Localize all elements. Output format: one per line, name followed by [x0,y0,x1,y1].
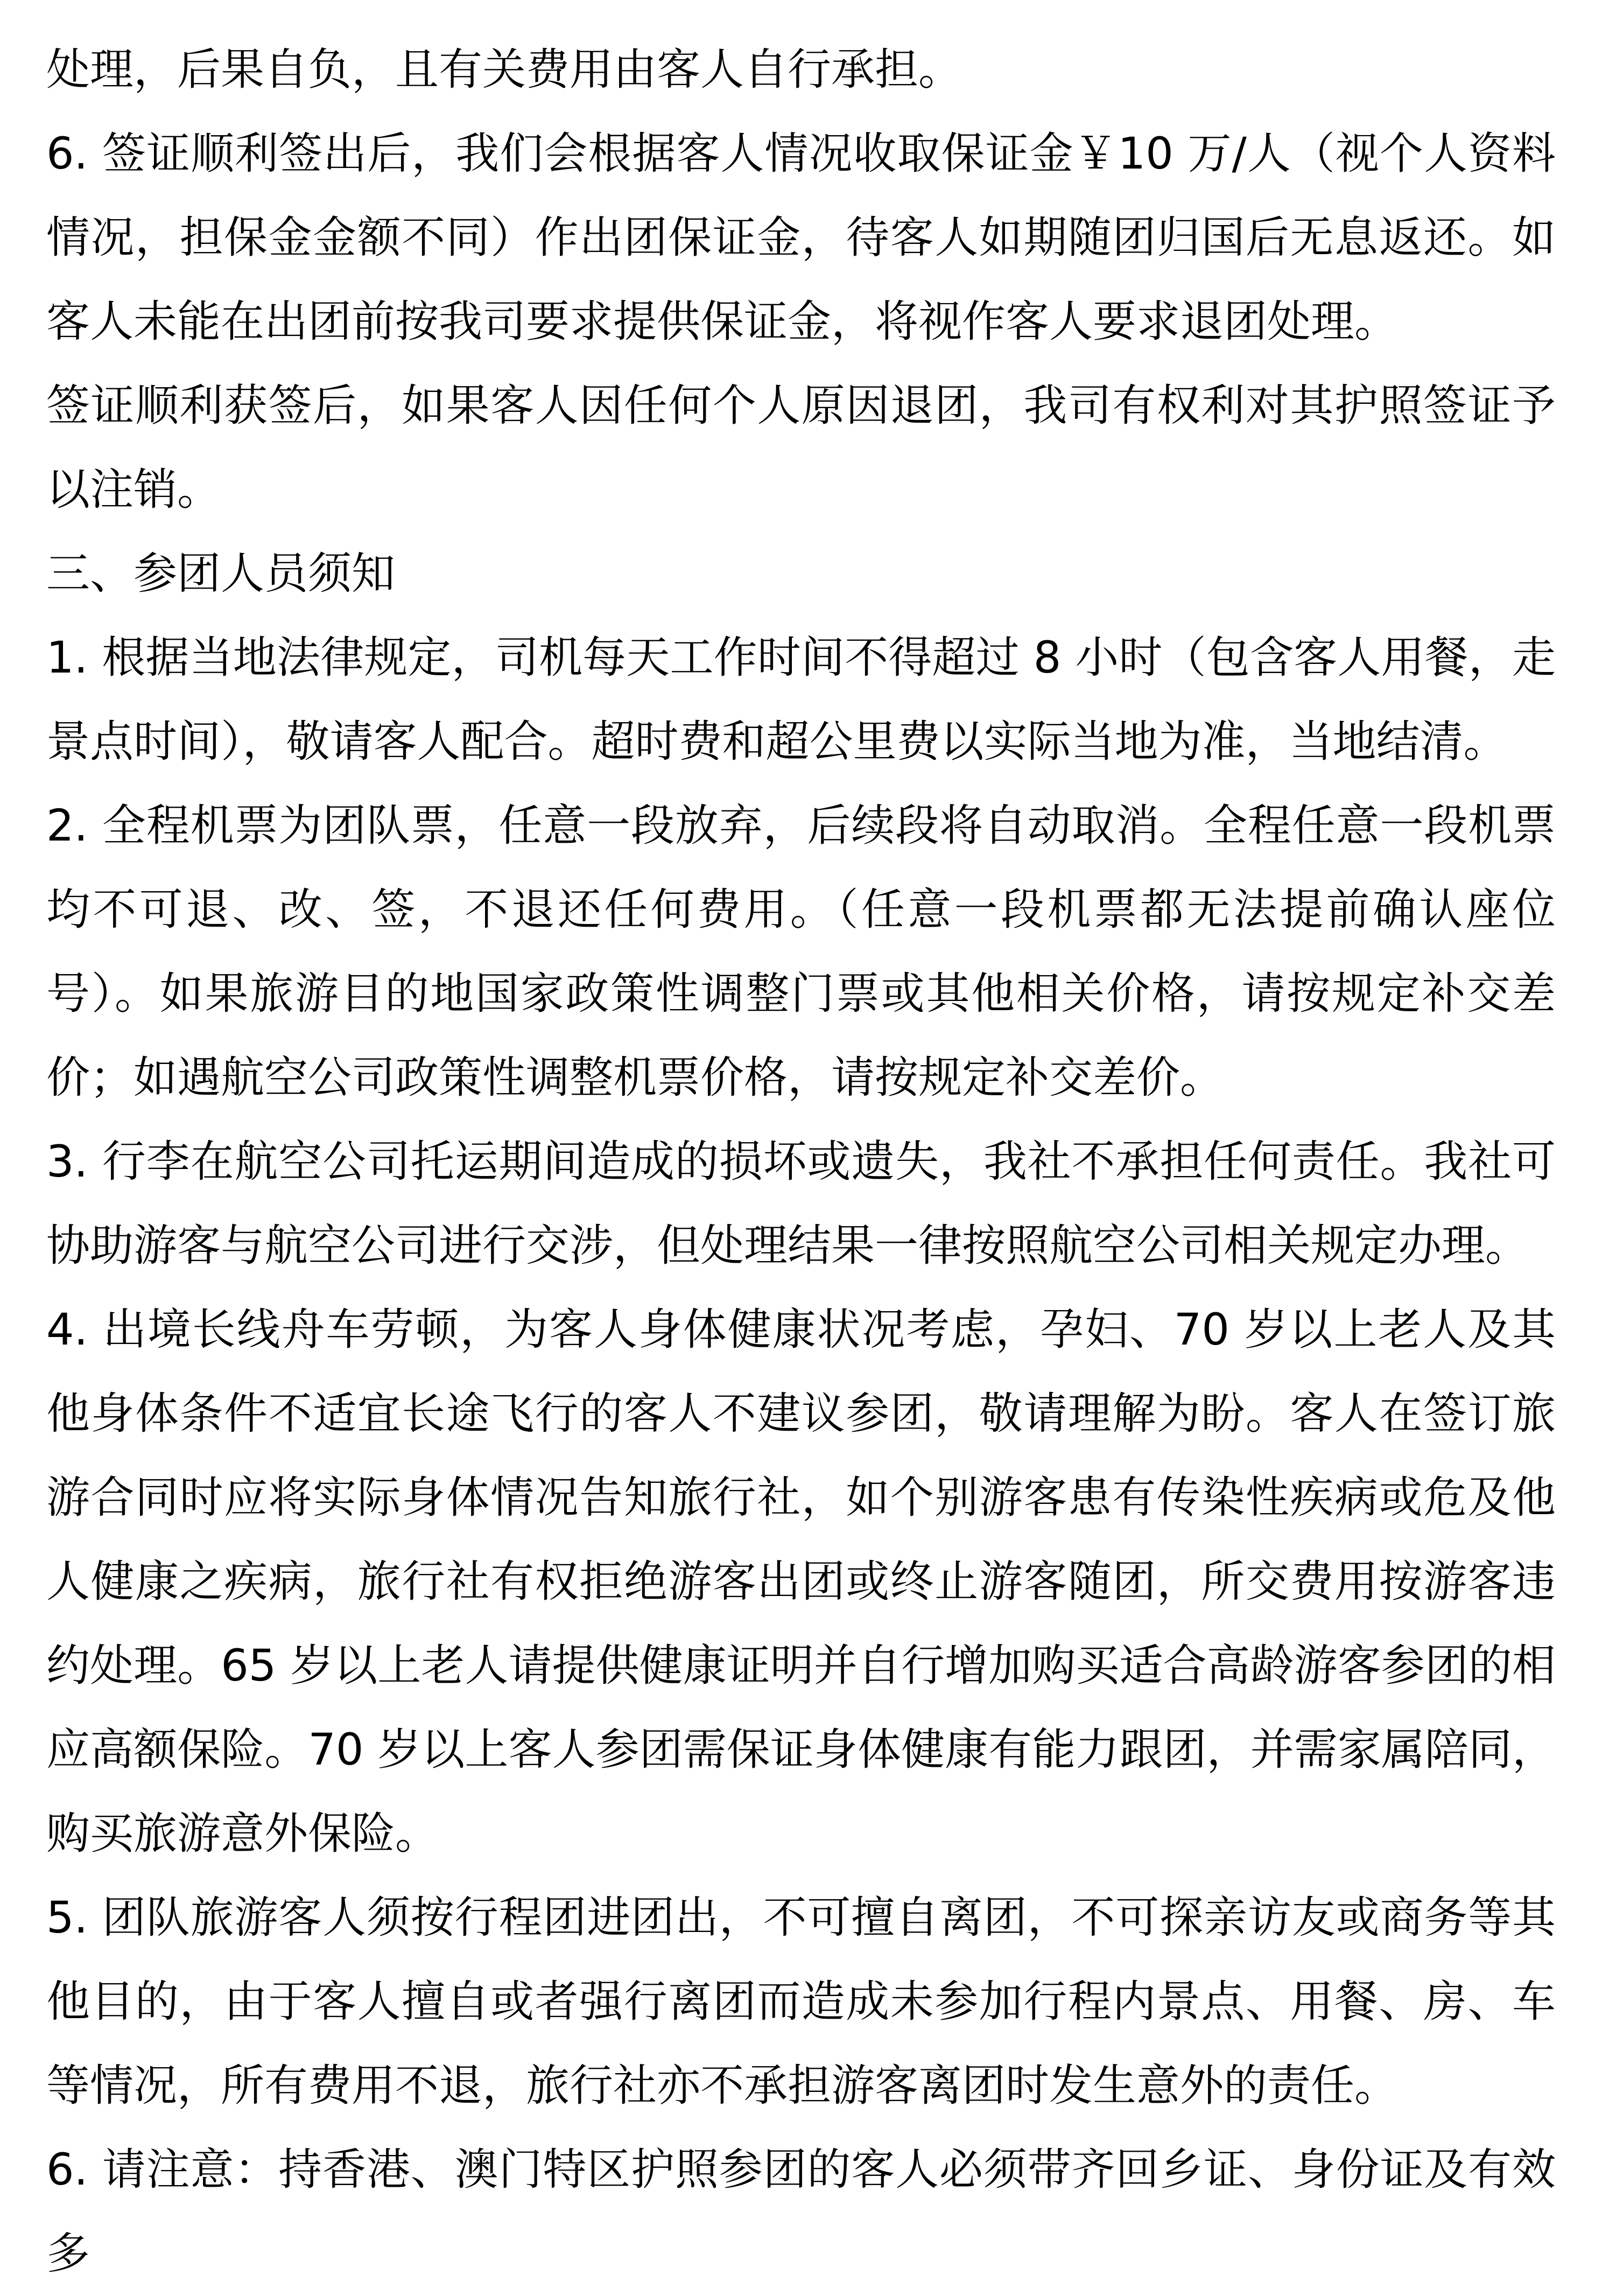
paragraph-group-travel: 5. 团队旅游客人须按行程团进团出，不可擅自离团，不可探亲访友或商务等其他目的，由于客人擅自或者强行离团而造成未参加行程内景点、用餐、房、车等情况，所有费用不退，旅行社亦不承担游客离团时发生意外的责任。 [46,1893,1556,2111]
paragraph-health: 4. 出境长线舟车劳顿，为客人身体健康状况考虑，孕妇、70 岁以上老人及其他身体条件不适宜长途飞行的客人不建议参团，敬请理解为盼。客人在签订旅游合同时应将实际身体情况告知旅行社，如个别游客患有传染性疾病或危及他人健康之疾病，旅行社有权拒绝游客出团或终止游客随团，所交费用按游客违约处理。65 岁以上老人请提供健康证明并自行增加购买适合高龄游客参团的相应高额保险。70 岁以上客人参团需保证身体健康有能力跟团，并需家属陪同，购买旅游意外保险。 [46,1305,1556,1859]
paragraph-fee-handling: 处理，后果自负，且有关费用由客人自行承担。 [46,45,962,95]
paragraph-visa-cancellation: 签证顺利获签后，如果客人因任何个人原因退团，我司有权利对其护照签证予以注销。 [46,381,1556,515]
paragraph-group-tickets: 2. 全程机票为团队票，任意一段放弃，后续段将自动取消。全程任意一段机票均不可退、改、签，不退还任何费用。（任意一段机票都无法提前确认座位号）。如果旅游目的地国家政策性调整门票或其他相关价格，请按规定补交差价；如遇航空公司政策性调整机票价格，请按规定补交差价。 [46,801,1556,1103]
document-body [46,28,1556,2296]
paragraph-luggage: 3. 行李在航空公司托运期间造成的损坏或遗失，我社不承担任何责任。我社可协助游客与航空公司进行交涉，但处理结果一律按照航空公司相关规定办理。 [46,1137,1556,1271]
paragraph-visa-deposit: 6. 签证顺利签出后，我们会根据客人情况收取保证金￥10 万/人（视个人资料情况，担保金金额不同）作出团保证金，待客人如期随团归国后无息返还。如客人未能在出团前按我司要求提供保证金，将视作客人要求退团处理。 [46,129,1556,347]
paragraph-passport-notice: 6. 请注意：持香港、澳门特区护照参团的客人必须带齐回乡证、身份证及有效多 [46,2145,1556,2279]
paragraph-driver-hours: 1. 根据当地法律规定，司机每天工作时间不得超过 8 小时（包含客人用餐，走景点时间），敬请客人配合。超时费和超公里费以实际当地为准，当地结清。 [46,633,1556,767]
section-heading-participant-notice: 三、参团人员须知 [46,549,396,599]
